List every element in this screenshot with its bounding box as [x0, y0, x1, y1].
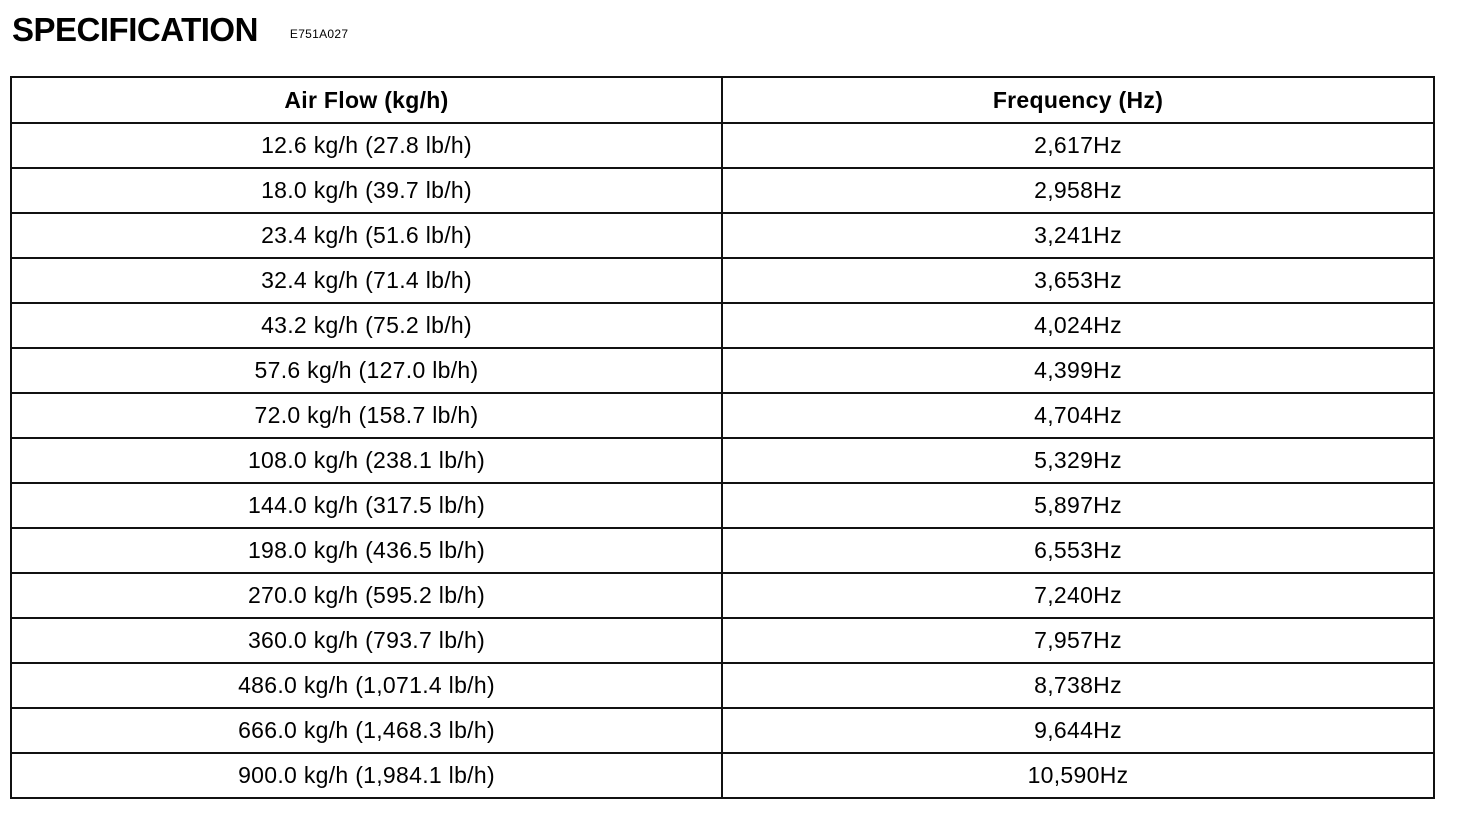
- air-flow-cell: 72.0 kg/h (158.7 lb/h): [11, 393, 722, 438]
- air-flow-cell: 360.0 kg/h (793.7 lb/h): [11, 618, 722, 663]
- frequency-cell: 5,329Hz: [722, 438, 1434, 483]
- page-title: SPECIFICATION: [12, 11, 258, 48]
- table-row: [11, 708, 1434, 753]
- table-row: [11, 753, 1434, 798]
- air-flow-cell: 198.0 kg/h (436.5 lb/h): [11, 528, 722, 573]
- table-row: [11, 573, 1434, 618]
- air-flow-cell: 12.6 kg/h (27.8 lb/h): [11, 123, 722, 168]
- table-row: [11, 663, 1434, 708]
- air-flow-cell: 57.6 kg/h (127.0 lb/h): [11, 348, 722, 393]
- table-row: [11, 483, 1434, 528]
- table-row: [11, 213, 1434, 258]
- frequency-cell: 8,738Hz: [722, 663, 1434, 708]
- frequency-cell: 4,399Hz: [722, 348, 1434, 393]
- table-row: [11, 438, 1434, 483]
- table-row: [11, 258, 1434, 303]
- page-header: [12, 8, 348, 52]
- table-row: [11, 393, 1434, 438]
- air-flow-cell: 486.0 kg/h (1,071.4 lb/h): [11, 663, 722, 708]
- frequency-cell: 5,897Hz: [722, 483, 1434, 528]
- frequency-cell: 10,590Hz: [722, 753, 1434, 798]
- air-flow-cell: 108.0 kg/h (238.1 lb/h): [11, 438, 722, 483]
- frequency-cell: 9,644Hz: [722, 708, 1434, 753]
- frequency-cell: 3,653Hz: [722, 258, 1434, 303]
- frequency-cell: 7,957Hz: [722, 618, 1434, 663]
- air-flow-cell: 270.0 kg/h (595.2 lb/h): [11, 573, 722, 618]
- column-header-air-flow: Air Flow (kg/h): [11, 77, 722, 123]
- table-row: [11, 123, 1434, 168]
- table-row: [11, 168, 1434, 213]
- frequency-cell: 7,240Hz: [722, 573, 1434, 618]
- air-flow-cell: 43.2 kg/h (75.2 lb/h): [11, 303, 722, 348]
- column-header-frequency: Frequency (Hz): [722, 77, 1434, 123]
- frequency-cell: 4,024Hz: [722, 303, 1434, 348]
- frequency-cell: 4,704Hz: [722, 393, 1434, 438]
- air-flow-cell: 18.0 kg/h (39.7 lb/h): [11, 168, 722, 213]
- frequency-cell: 2,617Hz: [722, 123, 1434, 168]
- air-flow-cell: 666.0 kg/h (1,468.3 lb/h): [11, 708, 722, 753]
- spec-table: [10, 76, 1435, 799]
- frequency-cell: 6,553Hz: [722, 528, 1434, 573]
- frequency-cell: 2,958Hz: [722, 168, 1434, 213]
- air-flow-cell: 144.0 kg/h (317.5 lb/h): [11, 483, 722, 528]
- table-row: [11, 303, 1434, 348]
- air-flow-cell: 23.4 kg/h (51.6 lb/h): [11, 213, 722, 258]
- table-row: [11, 348, 1434, 393]
- table-row: [11, 528, 1434, 573]
- frequency-cell: 3,241Hz: [722, 213, 1434, 258]
- table-row: [11, 618, 1434, 663]
- air-flow-cell: 32.4 kg/h (71.4 lb/h): [11, 258, 722, 303]
- table-header-row: [11, 77, 1434, 123]
- figure-code: E751A027: [289, 27, 349, 41]
- air-flow-cell: 900.0 kg/h (1,984.1 lb/h): [11, 753, 722, 798]
